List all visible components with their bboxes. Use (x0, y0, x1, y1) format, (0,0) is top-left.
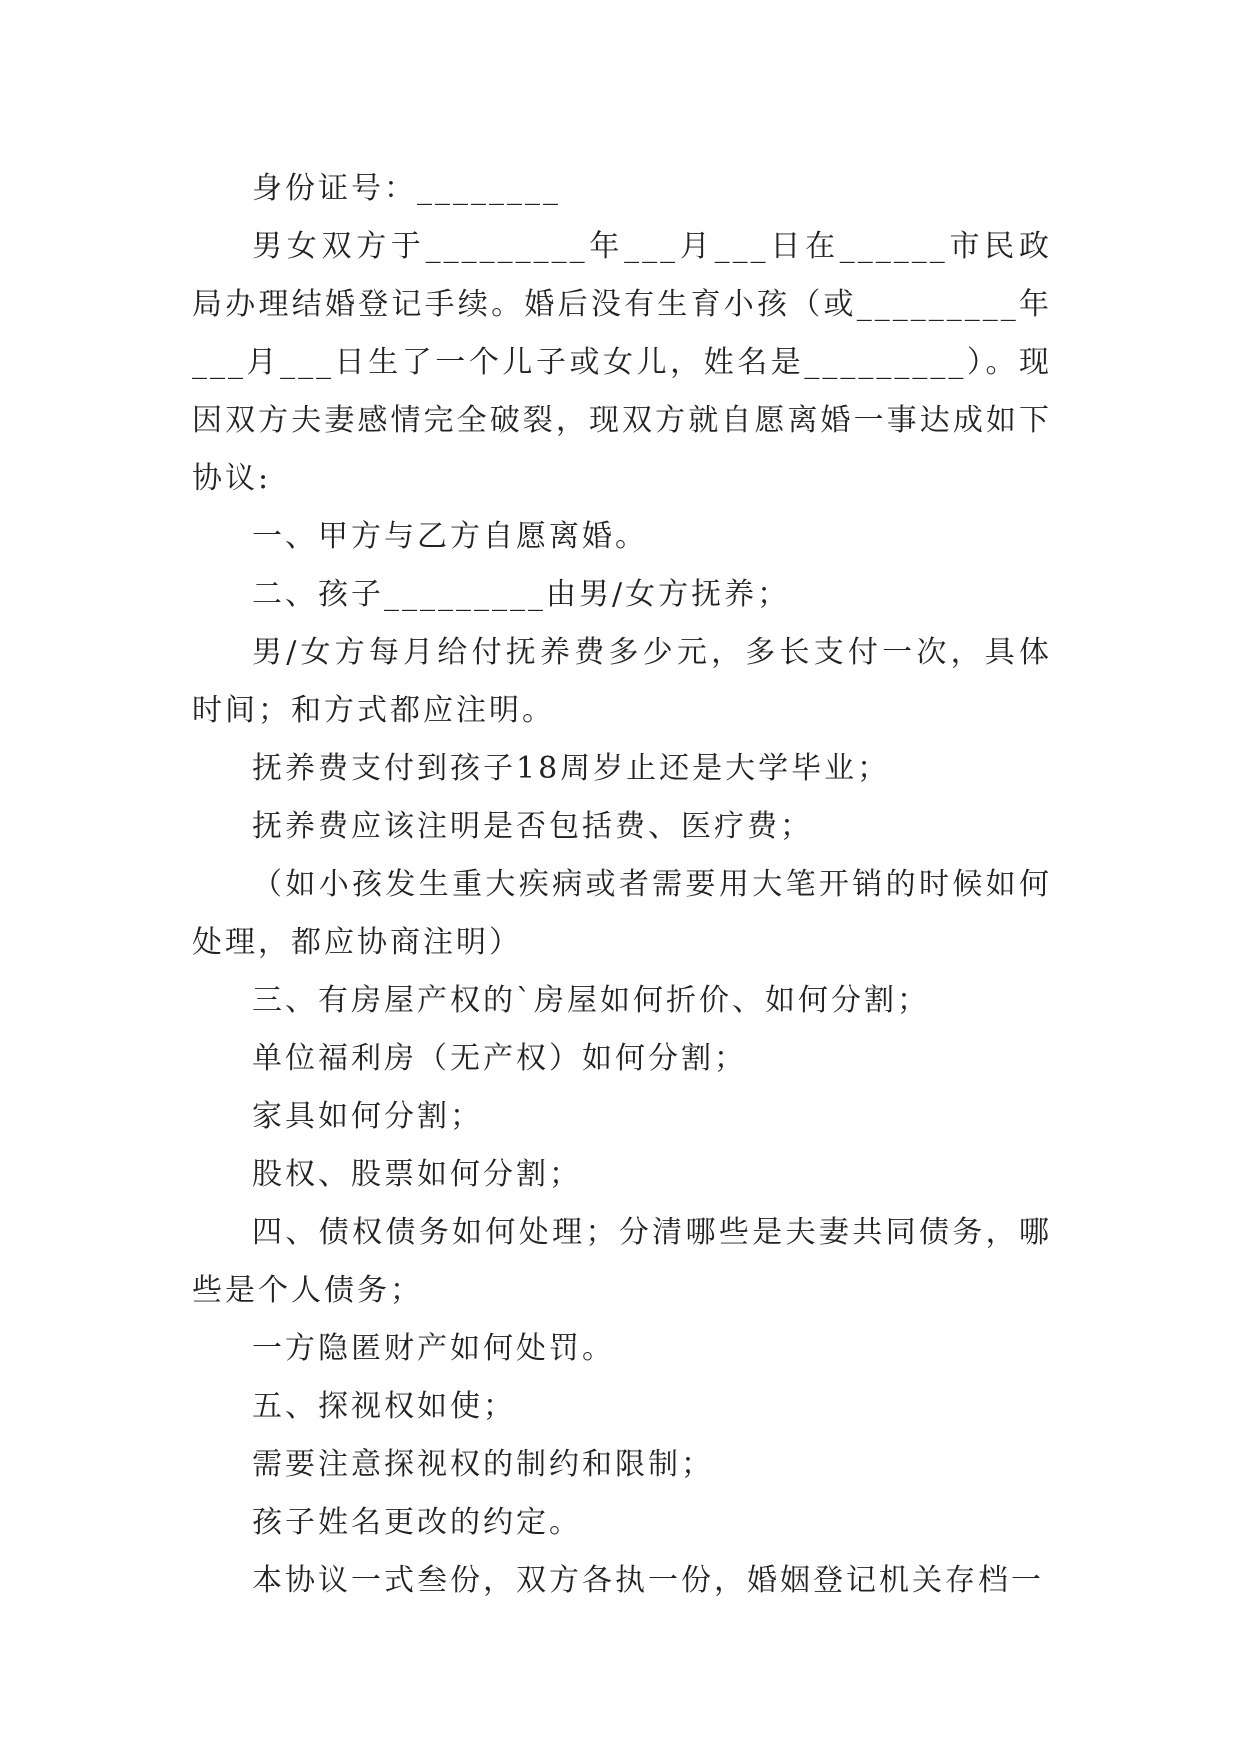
furniture-paragraph: 家具如何分割； (252, 1099, 483, 1134)
hidden-assets-paragraph: 一方隐匿财产如何处罚。 (252, 1331, 615, 1366)
child-support-duration-paragraph: 抚养费支付到孩子18周岁止还是大学毕业； (252, 751, 891, 786)
clause-4-debts: 四、债权债务如何处理；分清哪些是夫妻共同债务，哪些是个人债务； (192, 1215, 1052, 1308)
document-body (192, 160, 1052, 1610)
child-name-change-paragraph: 孩子姓名更改的约定。 (252, 1505, 582, 1540)
child-support-payment-paragraph: 男/女方每月给付抚养费多少元，多长支付一次，具体时间；和方式都应注明。 (192, 635, 1052, 728)
marriage-registration-paragraph: 男女双方于_________年___月___日在______市民政局办理结婚登记手续。婚后没有生育小孩（或_________年___月___日生了一个儿子或女儿，姓名是_________）。现因双方夫妻感情完全破裂，现双方就自愿离婚一事达成如下协议: (192, 229, 1052, 496)
visitation-limits-paragraph: 需要注意探视权的制约和限制； (252, 1447, 714, 1482)
welfare-housing-paragraph: 单位福利房（无产权）如何分割； (252, 1041, 747, 1076)
clause-1-divorce: 一、甲方与乙方自愿离婚。 (252, 519, 648, 554)
major-expense-note-paragraph: （如小孩发生重大疾病或者需要用大笔开销的时候如何处理，都应协商注明） (192, 867, 1052, 960)
agreement-copies-paragraph: 本协议一式叁份，双方各执一份，婚姻登记机关存档一 (252, 1563, 1044, 1598)
clause-5-visitation: 五、探视权如使； (252, 1389, 516, 1424)
clause-2-child-custody: 二、孩子_________由男/女方抚养； (252, 577, 791, 612)
shares-paragraph: 股权、股票如何分割； (252, 1157, 582, 1192)
child-support-coverage-paragraph: 抚养费应该注明是否包括费、医疗费； (252, 809, 813, 844)
clause-3-property-division: 三、有房屋产权的`房屋如何折价、如何分割； (252, 983, 930, 1018)
id-number-line: 身份证号：________ (252, 171, 561, 206)
